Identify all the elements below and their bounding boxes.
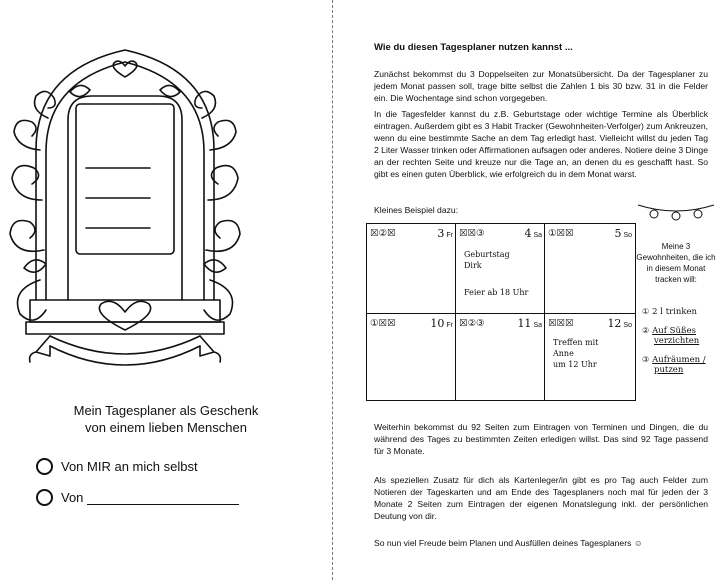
day-cell [366, 223, 457, 315]
gift-title-line2: von einem lieben Menschen [85, 420, 247, 435]
paragraph-1: Zunächst bekommst du 3 Doppelseiten zur Monatsübersicht. Da der Tagesplaner zu jedem Monat passen soll, trage bitte selbst die Zahlen 1 bis 30 bzw. 31 in die Felder ein. Die Wochentage sind schon vorgegeben. [374, 69, 708, 103]
note-line: um 12 Uhr [553, 360, 597, 369]
weekday: So [623, 322, 632, 329]
day-cell [455, 313, 546, 401]
habits-header: Meine 3 Gewohnheiten, die ich in diesem Monat tracken will: [636, 242, 716, 284]
day-cell [544, 223, 636, 315]
option-self[interactable] [36, 458, 198, 475]
note-line: Treffen mit [553, 338, 599, 347]
paragraph-3: Weiterhin bekommst du 92 Seiten zum Eintragen von Terminen und Dingen, die du während des Tages zu bestimmten Zeiten erledigen willst. Das sind 92 Tage passend für 3 Monate. [374, 422, 708, 456]
example-calendar-grid [366, 223, 636, 401]
day-number: 12 [607, 317, 622, 330]
weekday: Fr [446, 232, 453, 239]
habit-marks: ☒☒☒ [548, 318, 574, 329]
lightbulb-garland-icon [636, 201, 716, 221]
day-cell [366, 313, 457, 401]
radio-circle[interactable] [36, 458, 53, 475]
note-line: Anne [553, 349, 574, 358]
note-line: Dirk [464, 261, 482, 270]
paragraph-5: So nun viel Freude beim Planen und Ausfüllen deines Tagesplaners ☺ [374, 538, 643, 548]
weekday: Fr [446, 322, 453, 329]
note-line: Feier ab 18 Uhr [464, 288, 529, 297]
day-number: 4 [524, 227, 532, 240]
gift-title [0, 402, 332, 436]
radio-circle[interactable] [36, 489, 53, 506]
habit-marks: ①☒☒ [548, 228, 574, 239]
weekday: So [623, 232, 632, 239]
ornamental-frame-illustration [0, 0, 332, 400]
paragraph-4: Als speziellen Zusatz für dich als Kartenleger/in gibt es pro Tag auch Felder zum Notieren der Tageskarten und am Ende des Tagesplaners noch mal für jeden der 3 Monate 2 Seiten zum Eintragen der eigenen Monatslegung inkl. der persönlichen Deutung von dir. [374, 475, 708, 521]
habit-marks: ①☒☒ [370, 318, 396, 329]
habit-marks: ☒②③ [459, 318, 485, 329]
note-line: Geburtstag [464, 250, 510, 259]
weekday: Sa [533, 322, 542, 329]
habit-text: Aufräumen / [652, 355, 706, 365]
option-from[interactable] [36, 489, 239, 506]
option-from-label: Von [61, 490, 84, 505]
habit-number: ① [642, 307, 650, 316]
habit-tracker-legend [636, 223, 716, 401]
page-divider [332, 0, 333, 580]
day-number: 11 [517, 317, 532, 330]
habit-item [642, 355, 706, 375]
habit-text-2: putzen [654, 365, 684, 375]
left-page [0, 0, 332, 580]
paragraph-2: In die Tagesfelder kannst du z.B. Geburtstage oder wichtige Termine als Überblick eintragen. Außerdem gibt es 3 Habit Tracker (Gewohnheiten-Verfolger) zum Ankreuzen, wenn du eine bestimmte Sache an dem Tag erledigt hast. Vielleicht willst du jeden Tag 2 Liter Wasser trinken oder Affirmationen aufsagen oder anderes. Notiere deine 3 Dinge an der rechten Seite und kreuze nur die Tage an, an denen du es geschafft hast. So gibt es einen guten Überblick, wie erfolgreich du in dem Monat warst. [374, 109, 708, 179]
habit-text-2: verzichten [654, 336, 700, 346]
name-blank-line[interactable] [87, 491, 239, 505]
example-label: Kleines Beispiel dazu: [374, 205, 459, 215]
weekday: Sa [533, 232, 542, 239]
right-page [336, 0, 720, 580]
instructions-title: Wie du diesen Tagesplaner nutzen kannst ... [374, 42, 573, 53]
habit-item [642, 307, 697, 317]
gift-title-line1: Mein Tagesplaner als Geschenk [73, 403, 259, 418]
habit-number: ③ [642, 355, 650, 364]
day-number: 10 [430, 317, 445, 330]
habit-text: 2 l trinken [652, 307, 698, 317]
habit-number: ② [642, 326, 650, 335]
day-cell [544, 313, 636, 401]
habit-marks: ☒②☒ [370, 228, 396, 239]
habit-marks: ☒☒③ [459, 228, 485, 239]
day-number: 3 [437, 227, 445, 240]
option-self-label: Von MIR an mich selbst [61, 459, 198, 474]
day-number: 5 [614, 227, 622, 240]
day-cell [455, 223, 546, 315]
habit-text: Auf Süßes [652, 326, 696, 336]
habit-item [642, 326, 699, 346]
